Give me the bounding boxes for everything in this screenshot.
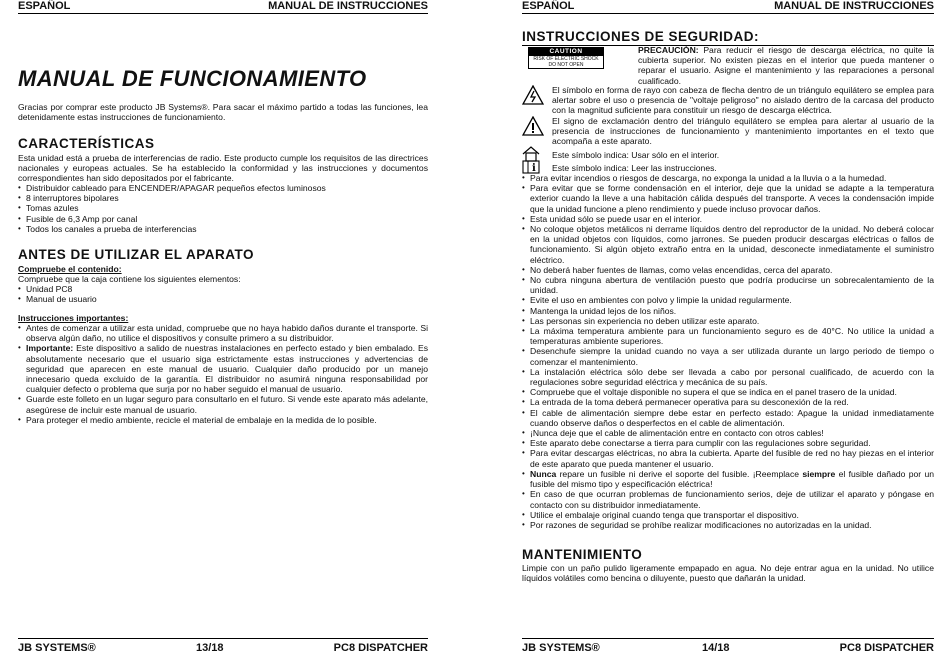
safety-heading: INSTRUCCIONES DE SEGURIDAD: <box>522 29 934 46</box>
list-item: • Tomas azules <box>18 203 428 213</box>
list-item: • La entrada de la toma deberá permanecer operativa para su desconexión de la red. <box>522 397 934 407</box>
lightning-symbol-row <box>522 85 934 115</box>
exclamation-triangle-icon <box>522 116 544 141</box>
list-item: • No cubra ninguna abertura de ventilación puesto que podría producirse un sobrecalentamiento de la unidad. <box>522 275 934 295</box>
lightning-triangle-icon <box>522 85 544 110</box>
list-item: • Distribuidor cableado para ENCENDER/APAGAR pequeños efectos luminosos <box>18 183 428 193</box>
page-footer <box>18 638 428 654</box>
footer-page-number: 14/18 <box>702 642 730 654</box>
list-item: • No deberá haber fuentes de llamas, como velas encendidas, cerca del aparato. <box>522 265 934 275</box>
read-symbol-row <box>522 160 934 173</box>
footer-page-number: 13/18 <box>196 642 224 654</box>
caution-label-title: CAUTION <box>529 48 603 56</box>
important-list <box>18 323 428 425</box>
list-item: • ¡Nunca deje que el cable de alimentación entre en contacto con otros cables! <box>522 428 934 438</box>
list-item: • Antes de comenzar a utilizar esta unidad, compruebe que no haya habido daños durante el transporte. Si observa algún daño, no utilice el dispositivos y consulte primero a su distribuidor. <box>18 323 428 343</box>
caution-label-subtext: RISK OF ELECTRIC SHOCK DO NOT OPEN <box>533 56 599 68</box>
list-item: • El cable de alimentación siempre debe estar en perfecto estado: Apague la unidad inmediatamente cuando observe daños o desperfectos en el cable de alimentación. <box>522 408 934 428</box>
list-item: • Compruebe que el voltaje disponible no supera el que se indica en el panel trasero de la unidad. <box>522 387 934 397</box>
list-item: • Manual de usuario <box>18 294 428 304</box>
left-page <box>18 0 428 654</box>
lightning-symbol-text: El símbolo en forma de rayo con cabeza de flecha dentro de un triángulo equilátero se emplea para alertar sobre el uso o presencia de "voltaje peligroso" no aislado dentro de la carcasa del producto con la magnitud suficiente para constituir un riesgo de descarga eléctrica. <box>552 85 934 115</box>
list-item: • La máxima temperatura ambiente para un funcionamiento seguro es de 40°C. No utilice la unidad a temperaturas ambiente superiores. <box>522 326 934 346</box>
precaution-text <box>522 45 934 86</box>
list-item: • Unidad PC8 <box>18 284 428 294</box>
list-item: • Nunca repare un fusible ni derive el soporte del fusible. ¡Reemplace siempre el fusible dañado por un fusible del mismo tipo y especificación eléctrica! <box>522 469 934 489</box>
list-item: • Esta unidad sólo se puede usar en el interior. <box>522 214 934 224</box>
list-item: • 8 interruptores bipolares <box>18 193 428 203</box>
list-item: • Guarde este folleto en un lugar seguro para consultarlo en el futuro. Si vende este aparato más adelante, asegúrese de incluir este manual de usuario. <box>18 394 428 414</box>
exclamation-symbol-text: El signo de exclamación dentro del triángulo equilátero se emplea para alertar al usuario de la presencia de instrucciones de funcionamiento y mantenimiento importantes en el texto que acompaña a este aparato. <box>552 116 934 146</box>
page-title: MANUAL DE FUNCIONAMIENTO <box>18 66 367 91</box>
list-item: • Mantenga la unidad lejos de los niños. <box>522 306 934 316</box>
list-item: • Fusible de 6,3 Amp por canal <box>18 214 428 224</box>
list-item: • Todos los canales a prueba de interferencias <box>18 224 428 234</box>
list-item: • Evite el uso en ambientes con polvo y limpie la unidad regularmente. <box>522 295 934 305</box>
maintenance-text: Limpie con un paño pulido ligeramente empapado en agua. No deje entrar agua en la unidad. No utilice líquidos volátiles como bencina o diluyente, puesto que dañarán la unidad. <box>522 563 934 584</box>
indoor-symbol-row <box>522 146 934 160</box>
header-manual-title: MANUAL DE INSTRUCCIONES <box>774 0 934 12</box>
intro-text: Gracias por comprar este producto JB Systems®. Para sacar el máximo partido a todas las funciones, lea detenidamente estas instrucciones de funcionamiento. <box>18 102 428 123</box>
list-item: • Para evitar incendios o riesgos de descarga, no exponga la unidad a la lluvia o a la humedad. <box>522 173 934 183</box>
list-item: • No coloque objetos metálicos ni derrame líquidos dentro del reproductor de la unidad. No deberá colocar en la unidad objetos con líquidos, como jarrones. Se pueden producir descargas eléctricas o fallos de funcionamiento. Si algún objeto extraño entra en la unidad, desconecte inmediatamente el suministro eléctrico. <box>522 224 934 265</box>
features-text: Esta unidad está a prueba de interferencias de radio. Este producto cumple los requisitos de las directrices nacionales y europeas actuales. Se ha establecido la conformidad y las instrucciones y documentos correspondientes han sido depositados por el fabricante. <box>18 153 428 184</box>
list-item: • Para proteger el medio ambiente, recicle el material de embalaje en la medida de lo posible. <box>18 415 428 425</box>
features-list <box>18 183 428 234</box>
precaution-label: PRECAUCIÓN: <box>638 45 699 55</box>
check-contents-list <box>18 284 428 304</box>
indoor-symbol-text: Este símbolo indica: Usar sólo en el interior. <box>552 150 720 160</box>
svg-text:i: i <box>532 163 536 174</box>
footer-product: PC8 DISPATCHER <box>333 642 428 654</box>
page-header <box>522 0 934 14</box>
list-item: • Desenchufe siempre la unidad cuando no vaya a ser utilizada durante un largo periodo de tiempo o comenzar el mantenimiento. <box>522 346 934 366</box>
list-item: • Por razones de seguridad se prohíbe realizar modificaciones no autorizadas en la unidad. <box>522 520 934 530</box>
safety-list <box>522 173 934 530</box>
page-header <box>18 0 428 14</box>
list-item: • Utilice el embalaje original cuando tenga que transportar el dispositivo. <box>522 510 934 520</box>
list-item: • En caso de que ocurran problemas de funcionamiento serios, deje de utilizar el aparato y póngase en contacto con su distribuidor inmediatamente. <box>522 489 934 509</box>
footer-product: PC8 DISPATCHER <box>839 642 934 654</box>
exclamation-symbol-row <box>522 116 934 146</box>
header-language: ESPAÑOL <box>522 0 575 12</box>
maintenance-heading: MANTENIMIENTO <box>522 547 643 562</box>
footer-brand: JB SYSTEMS® <box>522 642 600 654</box>
page-footer <box>522 638 934 654</box>
features-heading: CARACTERÍSTICAS <box>18 136 155 151</box>
header-language: ESPAÑOL <box>18 0 71 12</box>
list-item: • Para evitar que se forme condensación en el interior, deje que la unidad se adapte a la temperatura exterior cuando la lleve a una habitación cálida después del transporte. A veces la condensación impide que la unidad funcione a pleno rendimiento y puede incluso provocar daños. <box>522 183 934 214</box>
right-page <box>522 0 934 654</box>
list-item: • Para evitar descargas eléctricas, no abra la cubierta. Aparte del fusible de red no hay piezas en el interior de este aparato que pueda mantener el usuario. <box>522 448 934 468</box>
list-item: • Importante: Este dispositivo a salido de nuestras instalaciones en perfecto estado y bien embalado. Es absolutamente necesario que el usuario siga estrictamente estas instrucciones y advertencias de seguridad que aparecen en este manual de usuario. Cualquier daño producido por un manejo innecesario queda excluido de la garantía. El distribuidor no asumirá ninguna responsabilidad por cualquier defecto o problema que surja por no haber seguido el manual de usuario. <box>18 343 428 394</box>
list-item: • Este aparato debe conectarse a tierra para cumplir con las regulaciones sobre seguridad. <box>522 438 934 448</box>
precaution-body: Para reducir el riesgo de descarga eléctrica, no quite la cubierta superior. No existen piezas en el interior que pueda mantener o reparar el usuario. Asigne el mantenimiento y las reparaciones a personal cualificado. <box>638 45 935 86</box>
check-contents-text: Compruebe que la caja contiene los siguientes elementos: <box>18 274 241 284</box>
footer-brand: JB SYSTEMS® <box>18 642 96 654</box>
important-heading: Instrucciones importantes: <box>18 313 129 323</box>
before-use-heading: ANTES DE UTILIZAR EL APARATO <box>18 247 255 262</box>
header-manual-title: MANUAL DE INSTRUCCIONES <box>268 0 428 12</box>
read-symbol-text: Este símbolo indica: Leer las instrucciones. <box>552 163 717 173</box>
list-item: • La instalación eléctrica sólo debe ser llevada a cabo por personal cualificado, de acuerdo con la regulaciones sobre seguridad eléctrica y mecánica de su país. <box>522 367 934 387</box>
check-contents-heading: Compruebe el contenido: <box>18 264 122 274</box>
list-item: • Las personas sin experiencia no deben utilizar este aparato. <box>522 316 934 326</box>
